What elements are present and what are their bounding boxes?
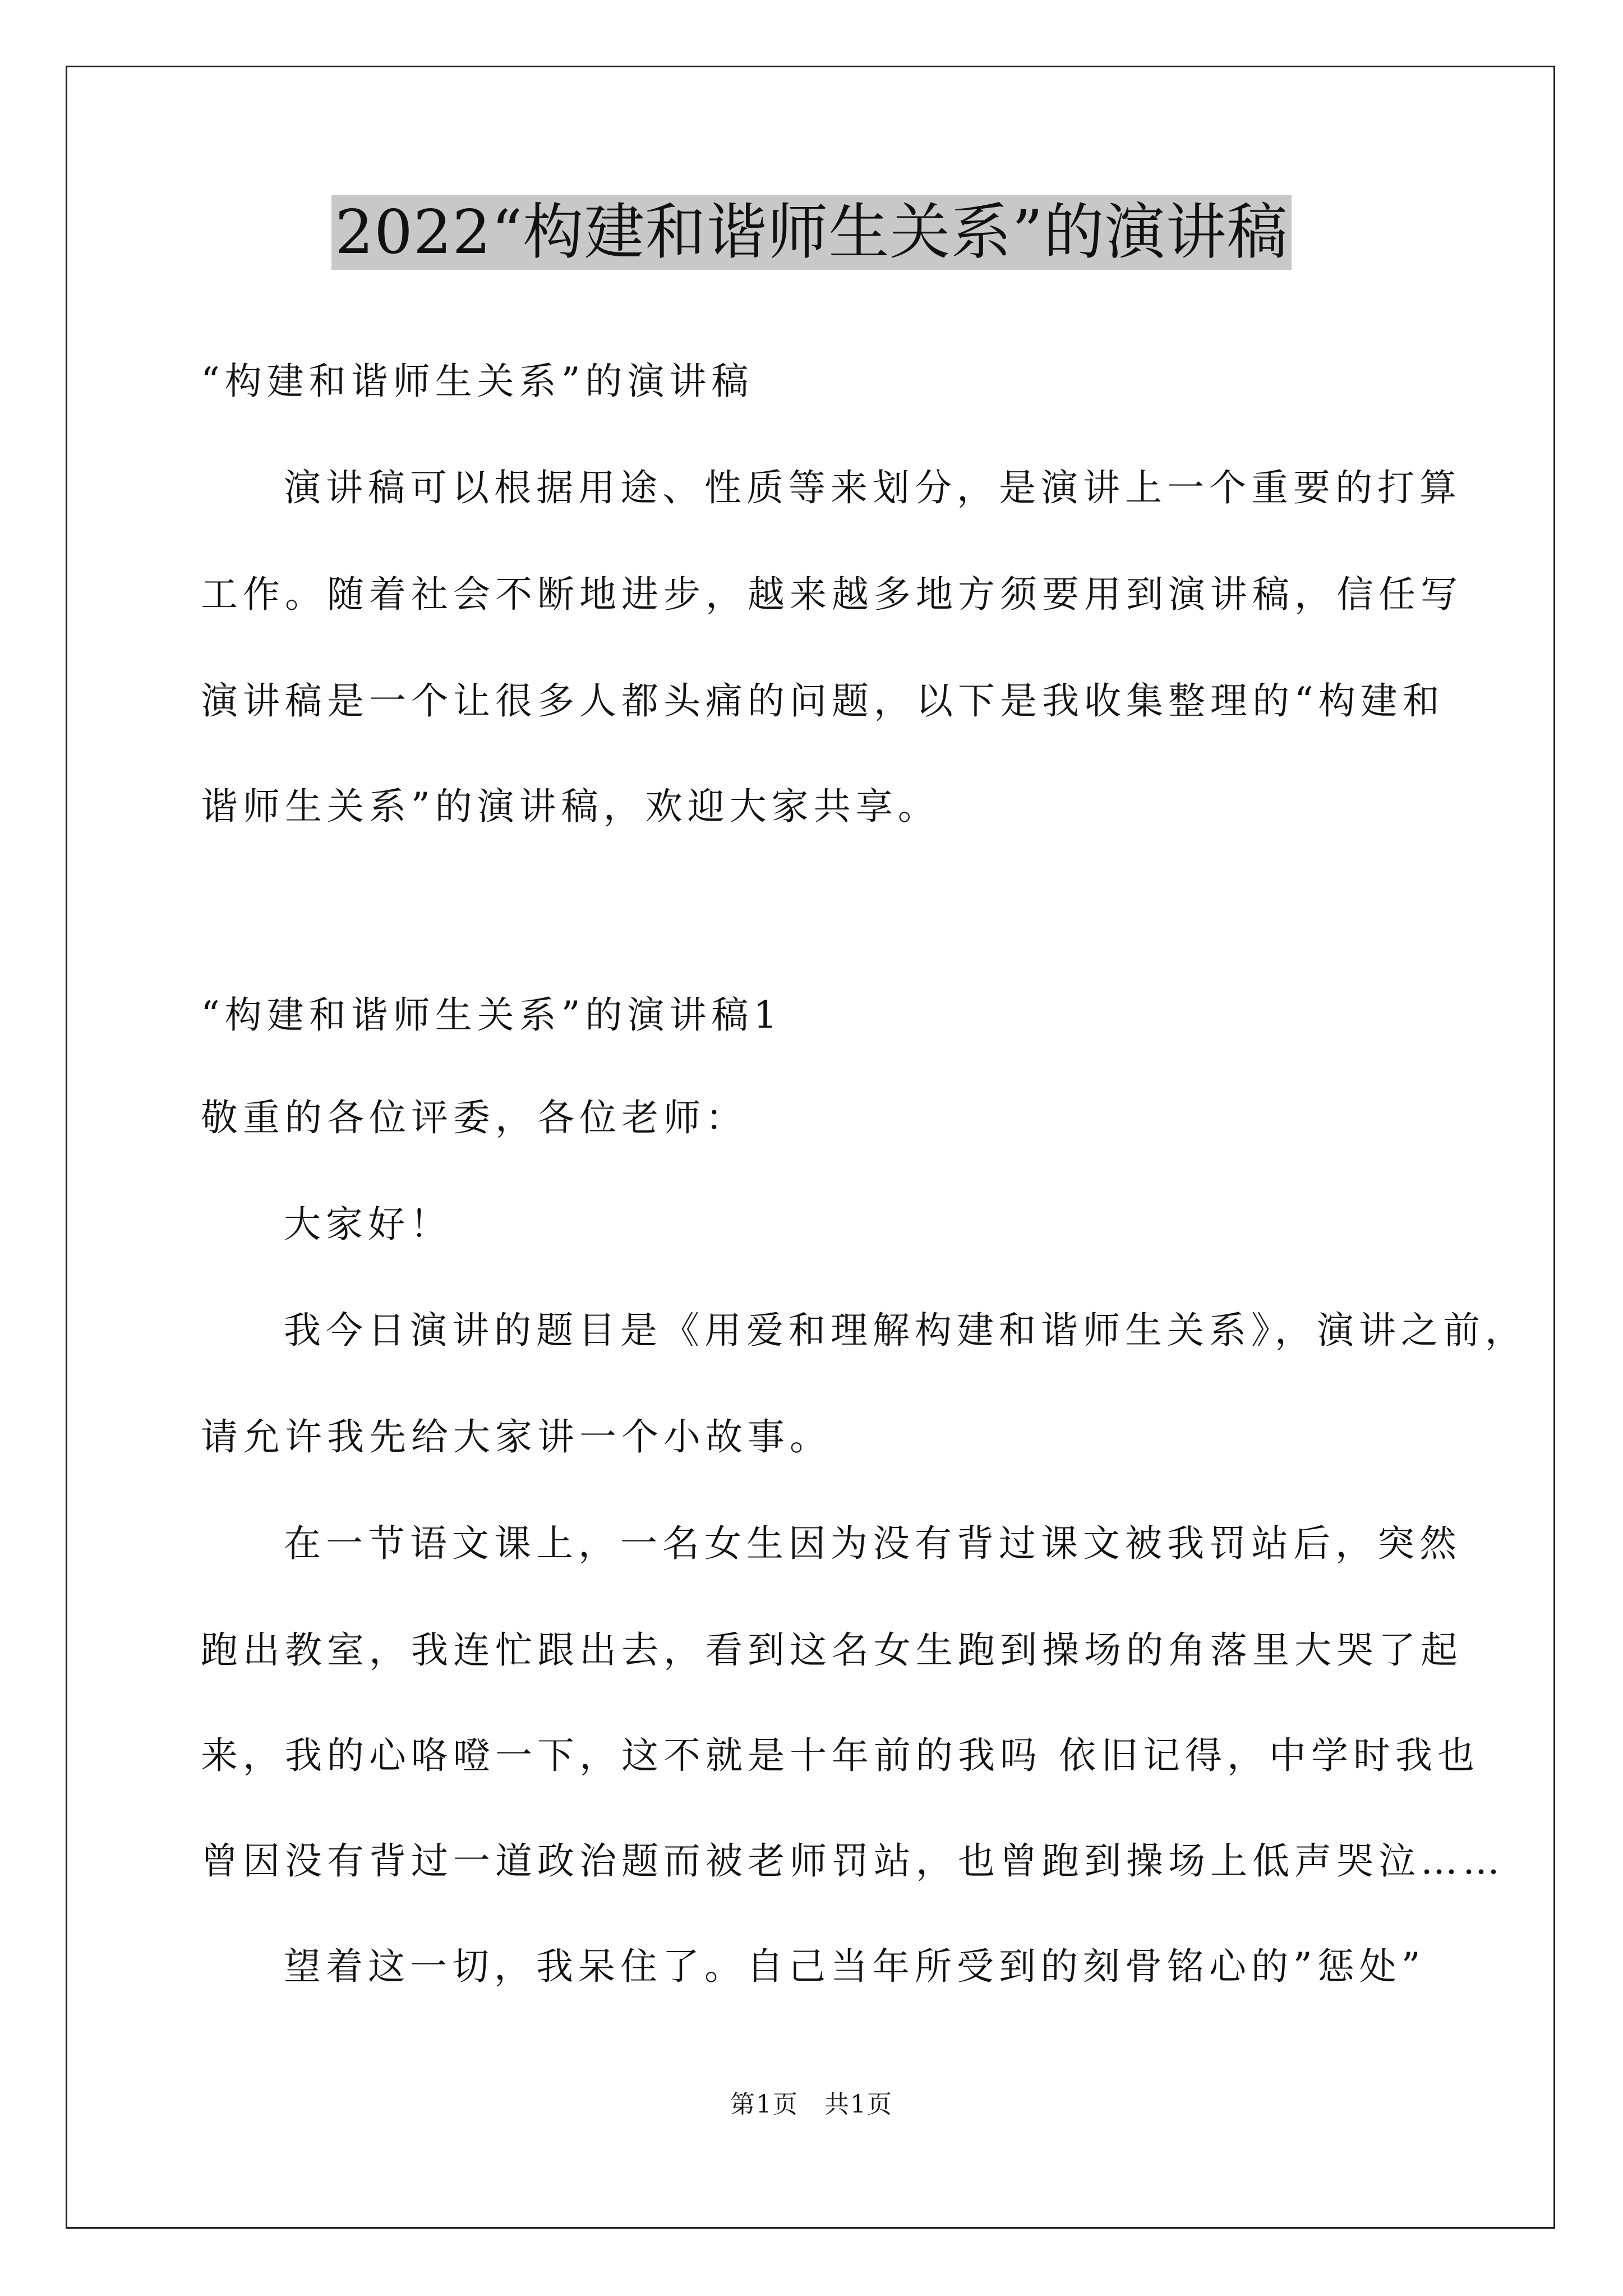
paragraph-line: 工作。随着社会不断地进步，越来越多地方须要用到演讲稿，信任写 bbox=[201, 573, 1463, 616]
paragraph-line: 来，我的心咯噔一下，这不就是十年前的我吗 依旧记得，中学时我也 bbox=[201, 1734, 1479, 1777]
document-title-text: 2022“构建和谐师生关系”的演讲稿 bbox=[331, 195, 1291, 270]
paragraph-line: 我今日演讲的题目是《用爱和理解构建和谐师生关系》，演讲之前， bbox=[284, 1309, 1527, 1352]
paragraph-line: 望着这一切，我呆住了。自己当年所受到的刻骨铭心的”惩处” bbox=[284, 1945, 1426, 1988]
section-heading: “构建和谐师生关系”的演讲稿1 bbox=[201, 993, 782, 1037]
greeting-line: 大家好！ bbox=[284, 1203, 452, 1246]
subtitle-line: “构建和谐师生关系”的演讲稿 bbox=[201, 360, 754, 403]
paragraph-line: 演讲稿可以根据用途、性质等来划分，是演讲上一个重要的打算 bbox=[284, 466, 1461, 509]
salutation-line: 敬重的各位评委，各位老师： bbox=[201, 1096, 748, 1139]
paragraph-line: 演讲稿是一个让很多人都头痛的问题，以下是我收集整理的“构建和 bbox=[201, 679, 1445, 723]
document-title bbox=[0, 191, 1623, 275]
paragraph-line: 曾因没有背过一道政治题而被老师罚站，也曾跑到操场上低声哭泣…… bbox=[201, 1839, 1505, 1883]
page-footer: 第1页 共1页 bbox=[730, 2090, 893, 2119]
paragraph-line: 在一节语文课上，一名女生因为没有背过课文被我罚站后，突然 bbox=[284, 1522, 1461, 1565]
paragraph-line: 跑出教室，我连忙跟出去，看到这名女生跑到操场的角落里大哭了起 bbox=[201, 1628, 1463, 1672]
paragraph-line: 谐师生关系”的演讲稿，欢迎大家共享。 bbox=[201, 785, 940, 828]
paragraph-line: 请允许我先给大家讲一个小故事。 bbox=[201, 1415, 832, 1458]
